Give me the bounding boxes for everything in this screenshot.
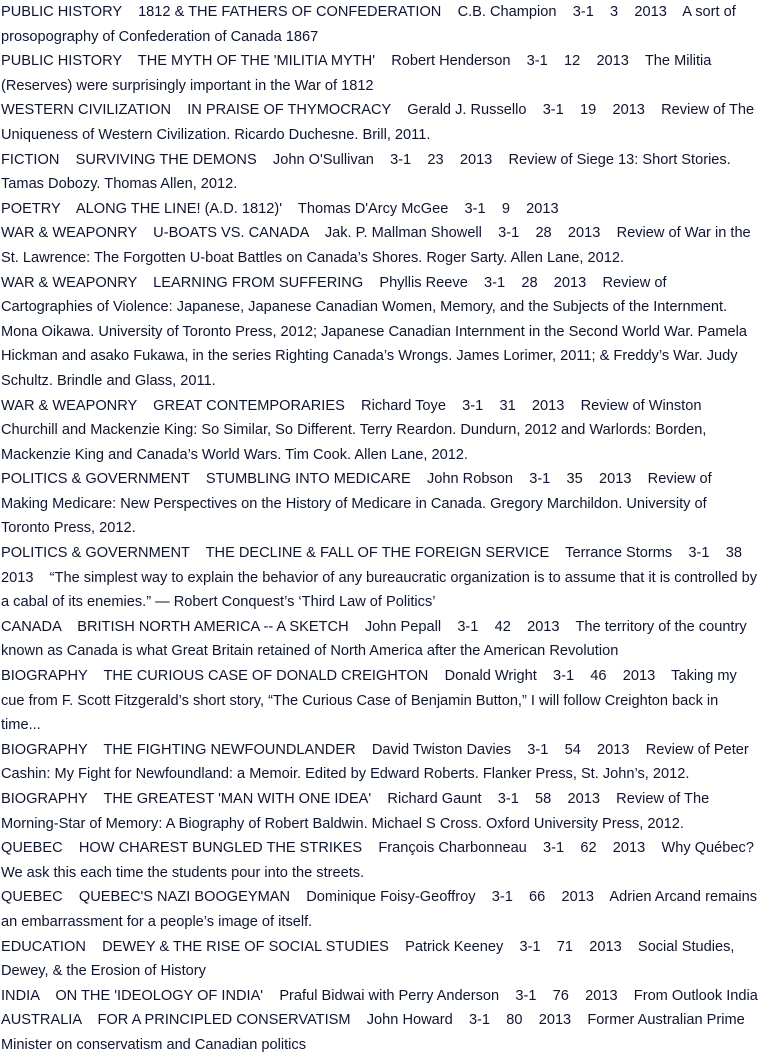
index-entry: CANADA BRITISH NORTH AMERICA -- A SKETCH John Pepall 3-1 42 2013 The territory of the country known as Canada is what Great Britain retained of North America after the American Revolution (1, 618, 751, 660)
index-entry: POLITICS & GOVERNMENT THE DECLINE & FALL OF THE FOREIGN SERVICE Terrance Storms 3-1 38 2013 “The simplest way to explain the behavior of any bureaucratic organization is to assume that it is controlled by a cabal of its enemies.” — Robert Conquest’s ‘Third Law of Politics’ (1, 545, 762, 611)
index-entry: POLITICS & GOVERNMENT STUMBLING INTO MEDICARE John Robson 3-1 35 2013 Review of Making Medicare: New Perspectives on the History of Medicare in Canada. Gregory Marchildon. University of Toronto Press, 2012. (1, 471, 716, 537)
index-entry: PUBLIC HISTORY 1812 & THE FATHERS OF CONFEDERATION C.B. Champion 3-1 3 2013 A sort of prosopography of Confederation of Canada 1867 (1, 4, 740, 45)
index-entry: AUSTRALIA FOR A PRINCIPLED CONSERVATISM John Howard 3-1 80 2013 Former Australian Prime Minister on conservatism and Canadian politics (1, 1012, 749, 1053)
index-entry: INDIA ON THE 'IDEOLOGY OF INDIA' Praful Bidwai with Perry Anderson 3-1 76 2013 From Outlook India (1, 987, 758, 1004)
index-entry: BIOGRAPHY THE GREATEST 'MAN WITH ONE IDEA' Richard Gaunt 3-1 58 2013 Review of The Morning-Star of Memory: A Biography of Robert Baldwin. Michael S Cross. Oxford University Press, 2012. (1, 791, 714, 832)
index-entry: WESTERN CIVILIZATION IN PRAISE OF THYMOCRACY Gerald J. Russello 3-1 19 2013 Review of The Uniqueness of Western Civilization. Ricardo Duchesne. Brill, 2011. (1, 102, 759, 143)
index-entry: WAR & WEAPONRY LEARNING FROM SUFFERING Phyllis Reeve 3-1 28 2013 Review of Cartographies of Violence: Japanese, Japanese Canadian Women, Memory, and the Subjects of the Internment. Mona Oikawa. University of Toronto Press, 2012; Japanese Canadian Internment in the Second World War. Pamela Hickman and asako Fukawa, in the series Righting Canada’s Wrongs. James Lorimer, 2011; & Freddy’s War. Judy Schultz. Brindle and Glass, 2011. (1, 274, 752, 389)
index-entry: EDUCATION DEWEY & THE RISE OF SOCIAL STUDIES Patrick Keeney 3-1 71 2013 Social Studies, Dewey, & the Erosion of History (1, 938, 739, 980)
index-entry: PUBLIC HISTORY THE MYTH OF THE 'MILITIA MYTH' Robert Henderson 3-1 12 2013 The Militia (Reserves) were surprisingly important in the War of 1812 (1, 53, 716, 94)
index-entry: WAR & WEAPONRY U-BOATS VS. CANADA Jak. P. Mallman Showell 3-1 28 2013 Review of War in the St. Lawrence: The Forgotten U-boat Battles on Canada’s Shores. Roger Sarty. Allen Lane, 2012. (1, 225, 755, 266)
index-entry: QUEBEC QUEBEC'S NAZI BOOGEYMAN Dominique Foisy-Geoffroy 3-1 66 2013 Adrien Arcand remains an embarrassment for a people’s image of itself. (1, 889, 762, 930)
index-entry: WAR & WEAPONRY GREAT CONTEMPORARIES Richard Toye 3-1 31 2013 Review of Winston Churchill and Mackenzie King: So Similar, So Different. Terry Reardon. Dundurn, 2012 and Warlords: Borden, Mackenzie King and Canada’s World Wars. Tim Cook. Allen Lane, 2012. (1, 397, 711, 463)
index-entry: QUEBEC HOW CHAREST BUNGLED THE STRIKES François Charbonneau 3-1 62 2013 Why Québec? We ask this each time the students pour into the streets. (1, 840, 759, 881)
index-entry: POETRY ALONG THE LINE! (A.D. 1812)' Thomas D'Arcy McGee 3-1 9 2013 (1, 200, 559, 217)
index-entry: FICTION SURVIVING THE DEMONS John O'Sullivan 3-1 23 2013 Review of Siege 13: Short Stories. Tamas Dobozy. Thomas Allen, 2012. (1, 151, 735, 193)
index-entry: BIOGRAPHY THE FIGHTING NEWFOUNDLANDER David Twiston Davies 3-1 54 2013 Review of Peter Cashin: My Fight for Newfoundland: a Memoir. Edited by Edward Roberts. Flanker Press, St. John’s, 2012. (1, 741, 753, 783)
index-entry: BIOGRAPHY THE CURIOUS CASE OF DONALD CREIGHTON Donald Wright 3-1 46 2013 Taking my cue from F. Scott Fitzgerald’s short story, “The Curious Case of Benjamin Button,” I will follow Creighton back in time... (1, 668, 741, 734)
